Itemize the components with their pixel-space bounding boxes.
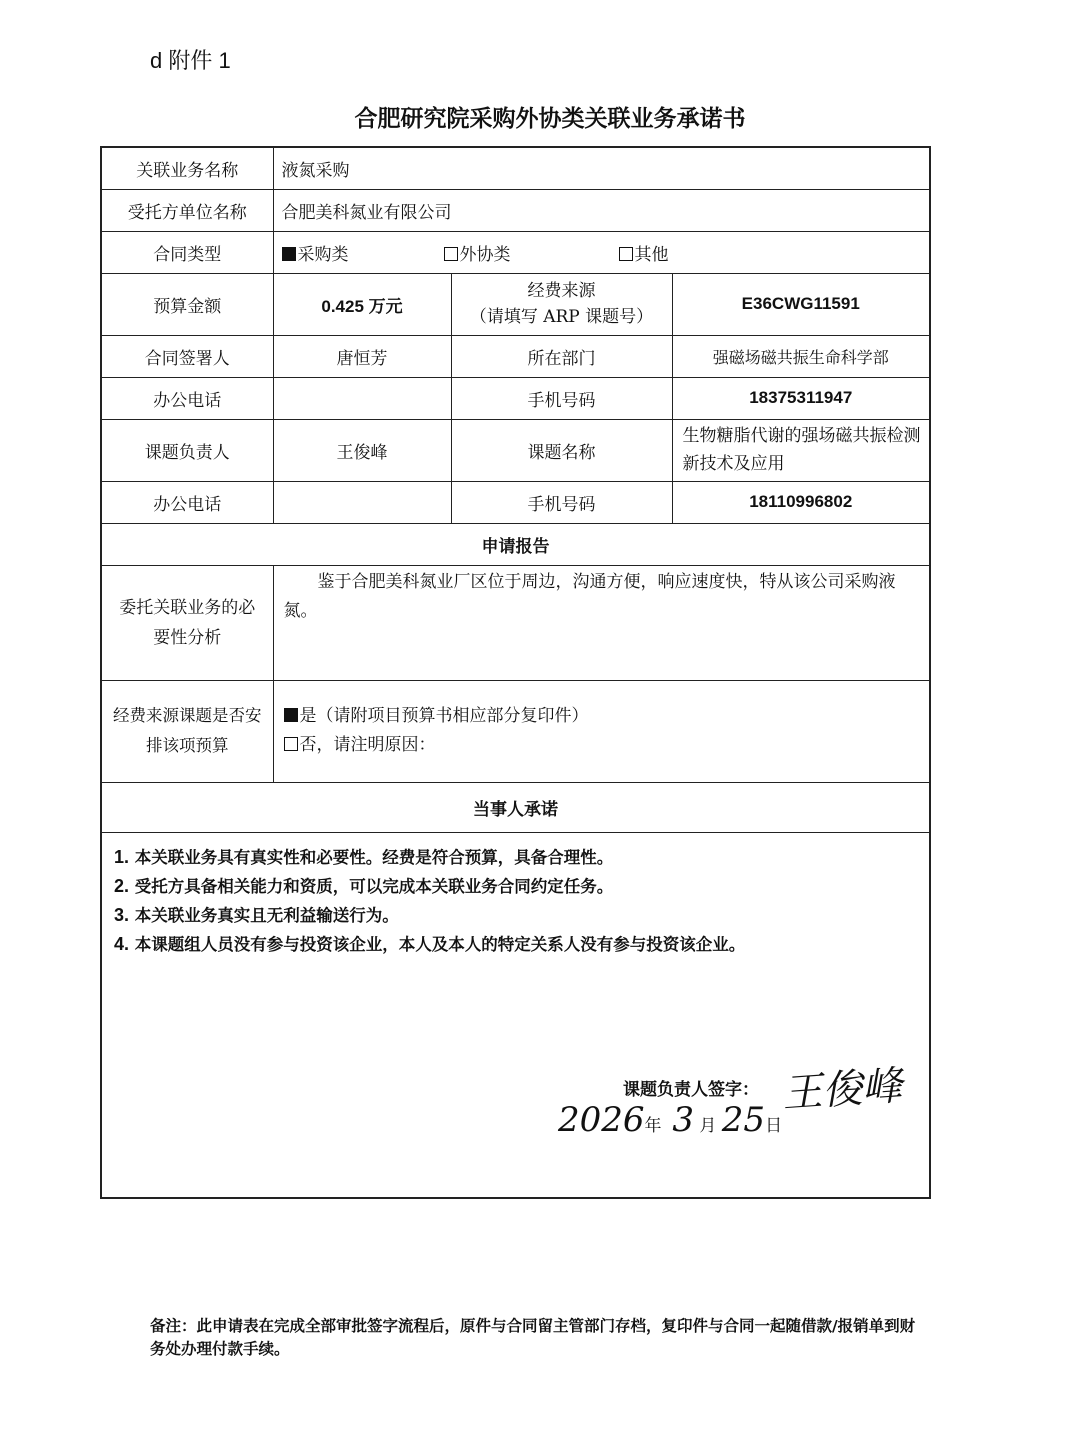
business-name-value: 液氮采购: [273, 147, 930, 189]
row-contract-type: [101, 231, 930, 273]
pledge-item: 4. 本课题组人员没有参与投资该企业，本人及本人的特定关系人没有参与投资该企业。: [114, 933, 746, 954]
signer-value: 唐恒芳: [273, 335, 451, 377]
project-lead-label: 课题负责人: [101, 419, 273, 481]
contract-type-purchase[interactable]: 采购类: [282, 240, 444, 265]
contract-type-other[interactable]: 其他: [619, 240, 669, 265]
commitment-form: [100, 146, 931, 1199]
row-necessity: [101, 565, 930, 680]
budget-value: 0.425 万元: [273, 273, 451, 335]
pledge-item: 2. 受托方具备相关能力和资质，可以完成本关联业务合同约定任务。: [114, 875, 614, 896]
office-phone-value: [273, 377, 451, 419]
pledge-item: 1. 本关联业务具有真实性和必要性。经费是符合预算，具备合理性。: [114, 846, 614, 867]
mobile-label: 手机号码: [451, 481, 672, 523]
attachment-label: d 附件 1: [150, 48, 231, 73]
entrusted-party-label: 受托方单位名称: [101, 189, 273, 231]
date-year: 2026: [558, 1100, 645, 1140]
contract-type-outsourcing[interactable]: 外协类: [444, 240, 619, 265]
mobile-value: 18110996802: [672, 481, 930, 523]
signature-date: 2026年 3 月 25日: [558, 1100, 783, 1140]
row-budget-arranged: [101, 680, 930, 782]
row-lead-phone: [101, 481, 930, 523]
dept-value: 强磁场磁共振生命科学部: [672, 335, 930, 377]
row-report-header: [101, 523, 930, 565]
office-phone-label: 办公电话: [101, 377, 273, 419]
signature-label: 课题负责人签字：: [623, 1080, 759, 1100]
budget-arranged-no[interactable]: 否，请注明原因：: [284, 731, 922, 760]
mobile-value: 18375311947: [672, 377, 930, 419]
entrusted-party-value: 合肥美科氮业有限公司: [273, 189, 930, 231]
budget-arranged-options: [273, 680, 930, 782]
checkbox-checked-icon: [284, 708, 298, 722]
document-title: 合肥研究院采购外协类关联业务承诺书: [354, 106, 746, 132]
pledge-list: [110, 833, 921, 959]
contract-type-label: 合同类型: [101, 231, 273, 273]
row-signer: [101, 335, 930, 377]
funding-source-label: 经费来源 （请填写 ARP 课题号）: [451, 273, 672, 335]
mobile-label: 手机号码: [451, 377, 672, 419]
project-name-label: 课题名称: [451, 419, 672, 481]
pledge-cell: [101, 832, 930, 1198]
checkbox-empty-icon: [444, 247, 458, 261]
dept-label: 所在部门: [451, 335, 672, 377]
row-entrusted-party: [101, 189, 930, 231]
row-project-lead: [101, 419, 930, 481]
checkbox-empty-icon: [619, 247, 633, 261]
footer-note: 备注：此申请表在完成全部审批签字流程后，原件与合同留主管部门存档，复印件与合同一起随借款/报销单到财务处办理付款手续。: [150, 1317, 916, 1358]
office-phone-value: [273, 481, 451, 523]
project-name-value: 生物糖脂代谢的强场磁共振检测新技术及应用: [672, 419, 930, 481]
business-name-label: 关联业务名称: [101, 147, 273, 189]
handwritten-signature: 王俊峰: [780, 1062, 904, 1118]
pledge-item: 3. 本关联业务真实且无利益输送行为。: [114, 904, 399, 925]
checkbox-empty-icon: [284, 737, 298, 751]
pledge-header: 当事人承诺: [101, 782, 930, 832]
row-signer-phone: [101, 377, 930, 419]
row-pledge-header: [101, 782, 930, 832]
date-month: 3: [672, 1100, 694, 1140]
row-budget: [101, 273, 930, 335]
office-phone-label: 办公电话: [101, 481, 273, 523]
necessity-label: 委托关联业务的必要性分析: [101, 565, 273, 680]
row-pledges: [101, 832, 930, 1198]
row-business-name: [101, 147, 930, 189]
signer-label: 合同签署人: [101, 335, 273, 377]
funding-source-value: E36CWG11591: [672, 273, 930, 335]
budget-label: 预算金额: [101, 273, 273, 335]
report-header: 申请报告: [101, 523, 930, 565]
budget-arranged-yes[interactable]: 是（请附项目预算书相应部分复印件）: [284, 702, 922, 731]
budget-arranged-label: 经费来源课题是否安排该项预算: [101, 680, 273, 782]
checkbox-checked-icon: [282, 247, 296, 261]
necessity-text: 鉴于合肥美科氮业厂区位于周边，沟通方便，响应速度快，特从该公司采购液氮。: [273, 565, 930, 680]
contract-type-options: [273, 231, 930, 273]
date-day: 25: [721, 1100, 766, 1140]
project-lead-value: 王俊峰: [273, 419, 451, 481]
